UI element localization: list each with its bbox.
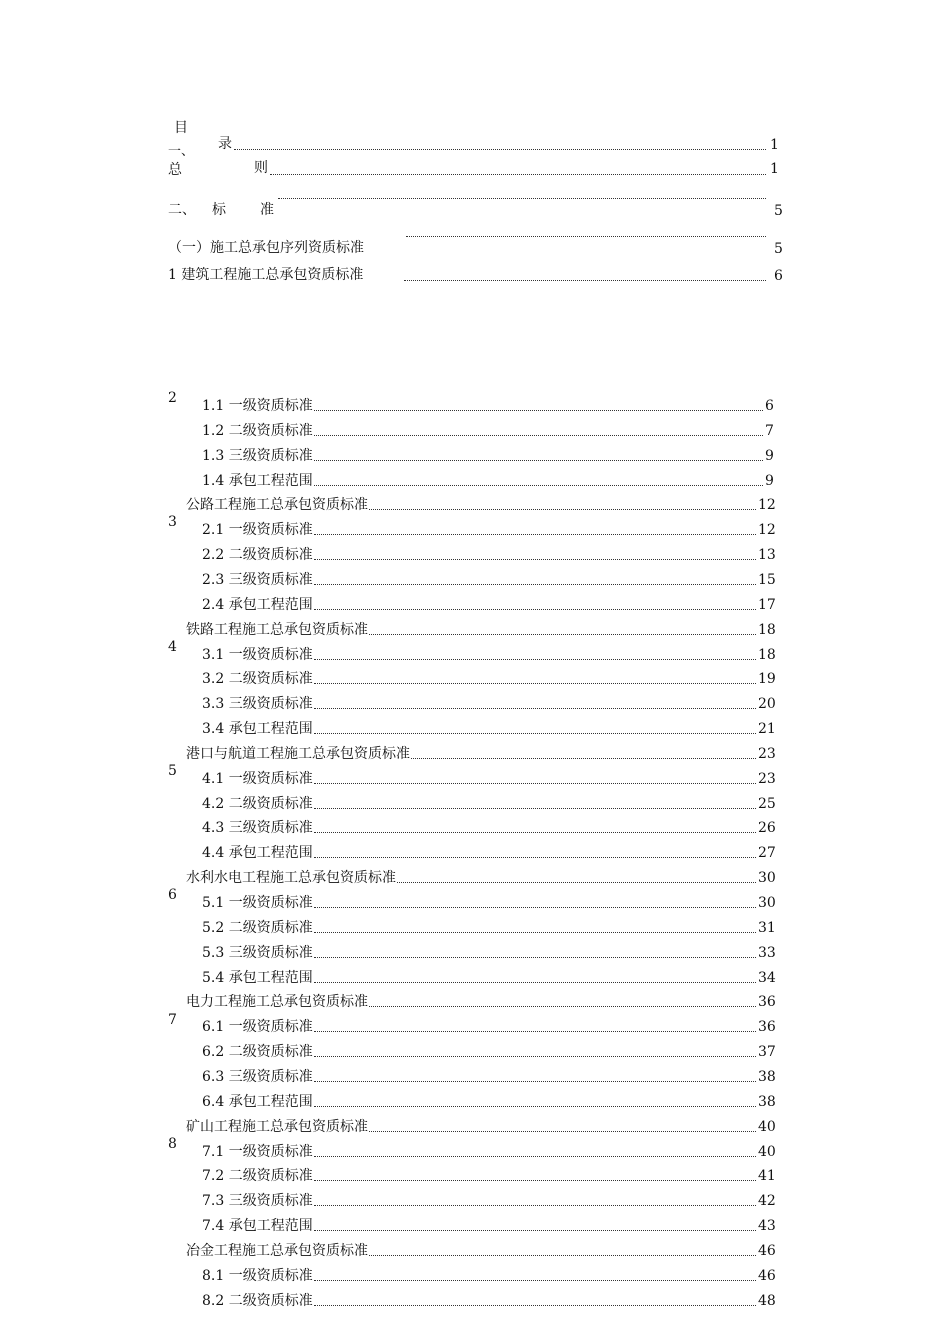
section-number-er: 二、: [168, 202, 196, 218]
toc-page-number: 30: [758, 895, 776, 911]
toc-entry-label: 港口与航道工程施工总承包资质标准: [186, 746, 410, 762]
toc-entry-label: 8.1 一级资质标准: [202, 1268, 313, 1284]
toc-entry-label: 2.2 二级资质标准: [202, 547, 313, 563]
toc-page-number: 38: [758, 1094, 776, 1110]
toc-page-number: 15: [758, 572, 776, 588]
toc-leader: [314, 957, 756, 958]
toc-leader: [314, 1031, 756, 1032]
toc-entry-label: 8.2 二级资质标准: [202, 1293, 313, 1309]
toc-page-number: 1: [770, 161, 779, 177]
toc-entry-label: 1.1 一级资质标准: [202, 398, 313, 414]
toc-seq-label: （一）施工总承包序列资质标准: [168, 240, 364, 256]
left-section-number: 5: [168, 763, 177, 779]
toc-entry-label: 7.2 二级资质标准: [202, 1168, 313, 1184]
toc-entry-label: 7.1 一级资质标准: [202, 1144, 313, 1160]
toc-leader: [314, 683, 756, 684]
section-zhun: 准: [260, 202, 274, 218]
toc-page-number: 40: [758, 1119, 776, 1135]
left-section-number: 8: [168, 1136, 177, 1152]
toc-leader: [314, 708, 756, 709]
toc-page-number: 1: [770, 137, 779, 153]
toc-leader: [314, 410, 763, 411]
left-section-number: 6: [168, 887, 177, 903]
toc-entry-label: 1.4 承包工程范围: [202, 473, 313, 489]
toc-page-number: 48: [758, 1293, 776, 1309]
toc-leader: [369, 634, 756, 635]
toc-page-number: 6: [765, 398, 774, 414]
toc-page-number: 43: [758, 1218, 776, 1234]
section-biao: 标: [212, 202, 226, 218]
toc-entry-label: 矿山工程施工总承包资质标准: [186, 1119, 368, 1135]
toc-title-mu: 目: [174, 120, 188, 136]
toc-leader: [411, 758, 756, 759]
toc-page-number: 18: [758, 622, 776, 638]
toc-page-number: 31: [758, 920, 776, 936]
toc-entry-label: 5.1 一级资质标准: [202, 895, 313, 911]
toc-s1-label: 1 建筑工程施工总承包资质标准: [168, 267, 364, 283]
toc-entry-label: 5.2 二级资质标准: [202, 920, 313, 936]
toc-leader: [314, 733, 756, 734]
toc-page-number: 36: [758, 994, 776, 1010]
toc-entry-label: 2.3 三级资质标准: [202, 572, 313, 588]
toc-entry-label: 4.3 三级资质标准: [202, 820, 313, 836]
toc-page-number: 12: [758, 497, 776, 513]
toc-entry-label: 7.4 承包工程范围: [202, 1218, 313, 1234]
toc-leader: [314, 982, 756, 983]
toc-page-number: 30: [758, 870, 776, 886]
toc-page-number: 6: [774, 268, 783, 284]
toc-page-number: 27: [758, 845, 776, 861]
toc-page-number: 46: [758, 1243, 776, 1259]
toc-leader: [314, 609, 756, 610]
toc-leader: [369, 1131, 756, 1132]
toc-page-number: 33: [758, 945, 776, 961]
toc-leader: [314, 1205, 756, 1206]
toc-page-number: 37: [758, 1044, 776, 1060]
toc-entry-label: 6.2 二级资质标准: [202, 1044, 313, 1060]
toc-page-number: 41: [758, 1168, 776, 1184]
toc-leader: [397, 882, 756, 883]
toc-leader: [314, 1280, 756, 1281]
toc-entry-label: 水利水电工程施工总承包资质标准: [186, 870, 396, 886]
toc-page-number: 46: [758, 1268, 776, 1284]
toc-leader: [314, 1081, 756, 1082]
toc-leader: [314, 559, 756, 560]
toc-entry-label: 6.4 承包工程范围: [202, 1094, 313, 1110]
toc-page-number: 9: [765, 473, 774, 489]
toc-leader: [314, 1106, 756, 1107]
toc-leader: [369, 509, 756, 510]
toc-entry-label: 3.3 三级资质标准: [202, 696, 313, 712]
toc-entry-label: 4.4 承包工程范围: [202, 845, 313, 861]
toc-leader: [369, 1255, 756, 1256]
toc-page-number: 9: [765, 448, 774, 464]
toc-page-number: 21: [758, 721, 776, 737]
toc-leader: [314, 460, 763, 461]
toc-entry-label: 4.1 一级资质标准: [202, 771, 313, 787]
toc-page-number: 20: [758, 696, 776, 712]
toc-leader: [314, 907, 756, 908]
toc-leader: [314, 1230, 756, 1231]
toc-page-number: 12: [758, 522, 776, 538]
section-ze: 则: [254, 160, 268, 176]
toc-leader: [369, 1006, 756, 1007]
toc-leader: [314, 932, 756, 933]
toc-entry-label: 铁路工程施工总承包资质标准: [186, 622, 368, 638]
section-zong: 总: [168, 162, 182, 178]
toc-leader: [234, 149, 766, 150]
toc-entry-label: 冶金工程施工总承包资质标准: [186, 1243, 368, 1259]
toc-page-number: 26: [758, 820, 776, 836]
toc-leader: [314, 1180, 756, 1181]
toc-entry-label: 2.4 承包工程范围: [202, 597, 313, 613]
toc-leader: [314, 1305, 756, 1306]
toc-entry-label: 3.4 承包工程范围: [202, 721, 313, 737]
toc-entry-label: 1.2 二级资质标准: [202, 423, 313, 439]
toc-page-number: 23: [758, 746, 776, 762]
toc-leader: [314, 485, 763, 486]
toc-leader: [314, 808, 756, 809]
left-section-number: 7: [168, 1012, 177, 1028]
toc-page-number: 40: [758, 1144, 776, 1160]
toc-leader: [404, 280, 766, 281]
toc-page-number: 19: [758, 671, 776, 687]
toc-page-number: 13: [758, 547, 776, 563]
toc-leader: [314, 659, 756, 660]
toc-entry-label: 公路工程施工总承包资质标准: [186, 497, 368, 513]
toc-page-number: 38: [758, 1069, 776, 1085]
toc-entry-label: 7.3 三级资质标准: [202, 1193, 313, 1209]
toc-page-number: 42: [758, 1193, 776, 1209]
toc-leader: [314, 832, 756, 833]
toc-entry-label: 4.2 二级资质标准: [202, 796, 313, 812]
toc-page-number: 34: [758, 970, 776, 986]
toc-entry-label: 3.2 二级资质标准: [202, 671, 313, 687]
toc-leader: [314, 534, 756, 535]
toc-entry-label: 电力工程施工总承包资质标准: [186, 994, 368, 1010]
toc-entry-label: 5.3 三级资质标准: [202, 945, 313, 961]
toc-leader: [314, 783, 756, 784]
toc-page-number: 5: [774, 241, 783, 257]
toc-page-number: 18: [758, 647, 776, 663]
toc-entry-label: 5.4 承包工程范围: [202, 970, 313, 986]
left-section-number: 3: [168, 514, 177, 530]
toc-leader: [314, 435, 763, 436]
toc-title-lu: 录: [218, 136, 232, 152]
toc-page-number: 5: [774, 203, 783, 219]
toc-leader: [406, 236, 766, 237]
toc-entry-label: 1.3 三级资质标准: [202, 448, 313, 464]
toc-leader: [314, 584, 756, 585]
toc-page-number: 25: [758, 796, 776, 812]
toc-page-number: 7: [765, 423, 774, 439]
section-number-yi: 一、: [168, 144, 195, 159]
toc-entry-label: 6.3 三级资质标准: [202, 1069, 313, 1085]
toc-entry-label: 6.1 一级资质标准: [202, 1019, 313, 1035]
toc-leader: [314, 1156, 756, 1157]
toc-leader: [314, 857, 756, 858]
left-section-number: 4: [168, 639, 177, 655]
toc-page-number: 17: [758, 597, 776, 613]
left-section-number: 2: [168, 390, 177, 406]
toc-page-number: 36: [758, 1019, 776, 1035]
toc-leader: [314, 1056, 756, 1057]
toc-page-number: 23: [758, 771, 776, 787]
toc-entry-label: 2.1 一级资质标准: [202, 522, 313, 538]
toc-leader: [270, 174, 766, 175]
toc-entry-label: 3.1 一级资质标准: [202, 647, 313, 663]
toc-leader: [278, 198, 766, 199]
